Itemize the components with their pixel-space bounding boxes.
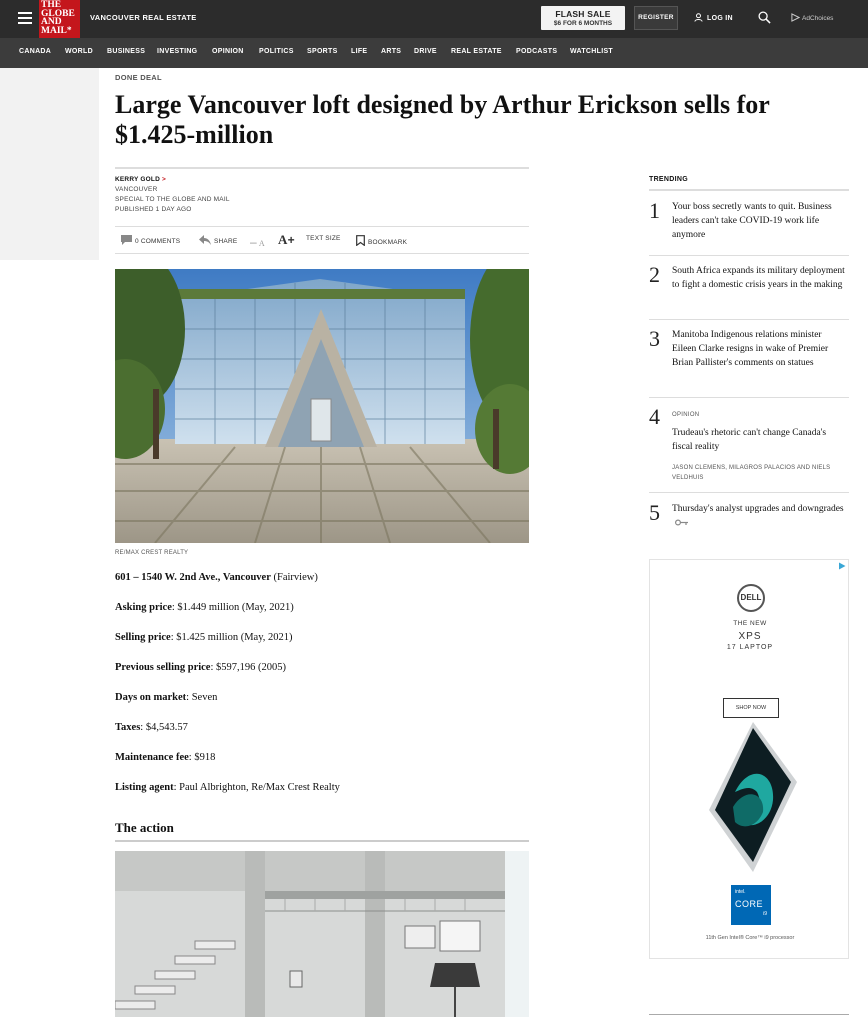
fact-value: : $918: [188, 752, 216, 763]
globe-and-mail-logo[interactable]: THE GLOBE AND MAIL*: [39, 0, 80, 38]
shop-now-button[interactable]: SHOP NOW: [723, 698, 779, 718]
bookmark-label: BOOKMARK: [368, 239, 408, 246]
fact-value: : $1.449 million (May, 2021): [171, 602, 294, 613]
article-kicker[interactable]: DONE DEAL: [115, 73, 162, 82]
nav-politics[interactable]: POLITICS: [259, 48, 294, 55]
article-photo-interior[interactable]: [115, 851, 529, 1017]
trending-number: 1: [649, 198, 660, 223]
dell-advertisement[interactable]: [649, 559, 849, 959]
nav-watchlist[interactable]: WATCHLIST: [570, 48, 614, 55]
nav-investing[interactable]: INVESTING: [157, 48, 198, 55]
author-name: KERRY GOLD: [115, 176, 160, 183]
login-button[interactable]: [694, 13, 733, 22]
comments-button[interactable]: [121, 235, 180, 245]
fact-label: Previous selling price: [115, 662, 211, 673]
article-headline: Large Vancouver loft designed by Arthur Erickson sells for $1.425-million: [115, 90, 770, 149]
photo-credit: RE/MAX CREST REALTY: [115, 550, 189, 556]
flash-sale-offer: $6 FOR 6 MONTHS: [553, 20, 613, 27]
article-toolbar: [115, 226, 529, 254]
fact-label: Listing agent: [115, 782, 174, 793]
fact-label: Days on market: [115, 692, 187, 703]
byline-location: VANCOUVER: [115, 186, 158, 193]
byline-published: PUBLISHED 1 DAY AGO: [115, 206, 192, 213]
fact-value: : $597,196 (2005): [210, 662, 287, 673]
text-size-increase-button[interactable]: A+: [278, 232, 295, 247]
nav-world[interactable]: WORLD: [65, 48, 93, 55]
nav-arts[interactable]: ARTS: [381, 48, 402, 55]
intel-label: intel.: [735, 889, 746, 895]
byline-divider: [115, 167, 529, 169]
share-icon: [199, 235, 211, 245]
fact-listing-agent: [115, 782, 340, 793]
fact-value: : Seven: [186, 692, 218, 703]
trending-headline[interactable]: [672, 502, 847, 530]
fact-asking-price: [115, 602, 294, 613]
dell-logo: DELL: [737, 584, 765, 612]
nav-sports[interactable]: SPORTS: [307, 48, 338, 55]
fact-value: : Paul Albrighton, Re/Max Crest Realty: [173, 782, 340, 793]
trending-headline[interactable]: Your boss secretly wants to quit. Business leaders can't take COVID-19 work life anymore: [672, 202, 832, 240]
comments-label: 0 COMMENTS: [135, 238, 181, 245]
fact-label: Selling price: [115, 632, 171, 643]
trending-number: 3: [649, 326, 660, 351]
fact-label: Maintenance fee: [115, 752, 189, 763]
ad-line3: 17 LAPTOP: [726, 644, 774, 651]
section-title[interactable]: VANCOUVER REAL ESTATE: [90, 13, 197, 22]
fact-label: Taxes: [115, 722, 141, 733]
ad-footer: 11th Gen Intel® Core™ i9 processor: [705, 935, 795, 941]
adchoices-link[interactable]: [791, 13, 833, 22]
trending-separator: [649, 492, 849, 493]
trending-authors: JASON CLEMENS, MILAGROS PALACIOS AND NIELS VELDHUIS: [672, 465, 831, 481]
top-bar: [0, 0, 868, 38]
trending-number: 2: [649, 262, 660, 287]
ad-product: XPS: [738, 631, 762, 642]
fact-taxes: [115, 722, 188, 733]
fact-label: 601 – 1540 W. 2nd Ave., Vancouver: [115, 572, 271, 583]
section-heading: The action: [115, 820, 529, 842]
comment-icon: [121, 235, 132, 245]
byline-special: SPECIAL TO THE GLOBE AND MAIL: [115, 196, 230, 203]
nav-opinion[interactable]: OPINION: [212, 48, 244, 55]
register-button[interactable]: REGISTER: [634, 6, 678, 30]
text-size-label: TEXT SIZE: [306, 235, 341, 242]
text-size-small-label: A: [258, 239, 265, 248]
trending-number: 5: [649, 500, 660, 525]
bookmark-icon: [356, 235, 365, 246]
search-icon[interactable]: [758, 11, 771, 29]
text-size-decrease-button[interactable]: – A: [250, 235, 265, 249]
trending-number: 4: [649, 404, 660, 429]
fact-label: Asking price: [115, 602, 172, 613]
trending-separator: [649, 319, 849, 320]
menu-icon[interactable]: [18, 12, 32, 24]
article-photo-pyramid[interactable]: [115, 269, 529, 543]
fact-selling-price: [115, 632, 293, 643]
fact-days-on-market: [115, 692, 217, 703]
share-button[interactable]: [199, 235, 237, 245]
ad-line1: THE NEW: [733, 620, 767, 627]
fact-value: (Fairview): [270, 572, 318, 583]
trending-title: TRENDING: [649, 176, 688, 183]
i9-label: i9: [763, 911, 767, 917]
trending-headline[interactable]: Trudeau's rhetoric can't change Canada's fiscal reality: [672, 428, 827, 452]
bookmark-button[interactable]: [356, 235, 407, 246]
laptop-image: [705, 722, 800, 872]
text-size-large-label: A: [278, 232, 288, 247]
adchoices-icon: [791, 13, 800, 22]
section-nav: [0, 38, 868, 68]
key-icon: [675, 519, 689, 526]
trending-headline[interactable]: South Africa expands its military deployment to fight a domestic crisis years in the making: [672, 266, 845, 290]
author-link[interactable]: [115, 176, 166, 183]
fact-value: : $4,543.57: [140, 722, 188, 733]
core-label: CORE: [735, 899, 764, 909]
share-label: SHARE: [214, 238, 238, 245]
fact-value: : $1.425 million (May, 2021): [170, 632, 293, 643]
trending-headline[interactable]: Manitoba Indigenous relations minister Eileen Clarke resigns in wake of Premier Brian Pallister's comments on statues: [672, 330, 829, 368]
nav-business[interactable]: BUSINESS: [107, 48, 146, 55]
fact-address: [115, 572, 318, 583]
fact-maintenance-fee: [115, 752, 215, 763]
nav-life[interactable]: LIFE: [351, 48, 368, 55]
intel-core-badge: [731, 885, 771, 925]
nav-podcasts[interactable]: PODCASTS: [516, 48, 558, 55]
trending-separator: [649, 397, 849, 398]
adchoices-label: AdChoices: [802, 15, 834, 22]
nav-drive[interactable]: DRIVE: [414, 48, 437, 55]
adchoices-triangle-icon[interactable]: [838, 562, 846, 570]
user-icon: [694, 13, 703, 22]
trending-headline-text: Thursday's analyst upgrades and downgrades: [672, 504, 844, 514]
fact-previous-selling-price: [115, 662, 286, 673]
nav-real-estate[interactable]: REAL ESTATE: [451, 48, 502, 55]
trending-separator: [649, 255, 849, 256]
nav-canada[interactable]: CANADA: [19, 48, 52, 55]
trending-tag: OPINION: [672, 412, 700, 418]
login-label: LOG IN: [707, 15, 733, 22]
trending-divider: [649, 189, 849, 191]
flash-sale-button[interactable]: [541, 6, 625, 30]
author-arrow: >: [162, 176, 166, 183]
left-ad-space: [0, 68, 99, 260]
flash-sale-label: FLASH SALE: [555, 9, 611, 19]
